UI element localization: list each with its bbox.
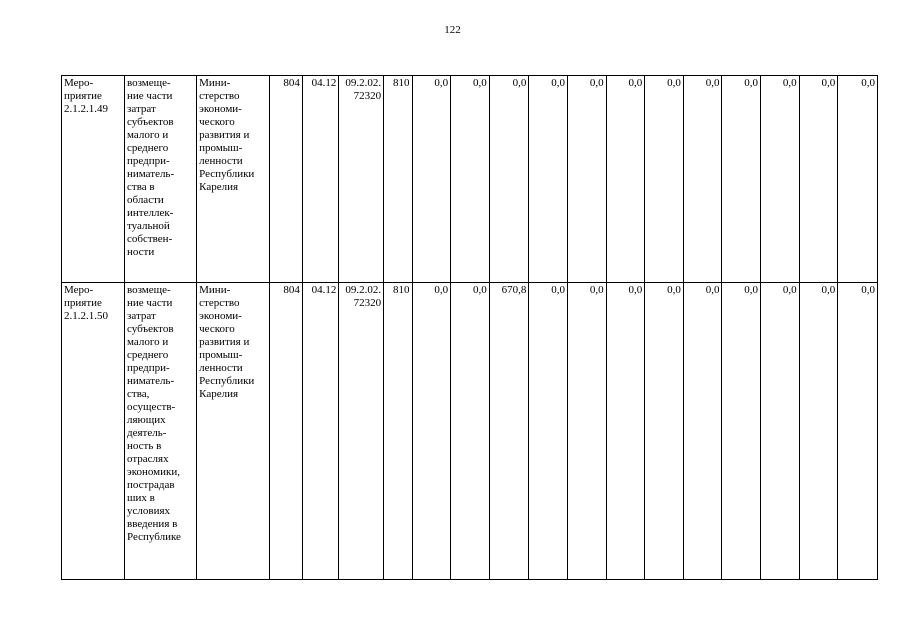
value-cell: 0,0 <box>722 76 761 283</box>
value-cell: 0,0 <box>412 283 451 580</box>
value-cell: 0,0 <box>683 283 722 580</box>
table-row <box>62 76 878 283</box>
measure-name: Меро- приятие 2.1.2.1.49 <box>62 76 125 283</box>
executor: Мини- стерство экономи- ческого развития и промыш- ленности Республики Карелия <box>197 76 270 283</box>
rzpr-code: 04.12 <box>302 283 339 580</box>
measure-name: Меро- приятие 2.1.2.1.50 <box>62 283 125 580</box>
value-cell: 0,0 <box>761 283 800 580</box>
value-cell: 0,0 <box>761 76 800 283</box>
value-cell: 0,0 <box>799 76 838 283</box>
value-cell: 0,0 <box>529 283 568 580</box>
budget-table <box>61 75 878 580</box>
grbs-code: 804 <box>270 76 303 283</box>
value-cell: 0,0 <box>799 283 838 580</box>
value-cell: 0,0 <box>451 76 490 283</box>
table-row <box>62 283 878 580</box>
value-cell: 0,0 <box>683 76 722 283</box>
measure-description: возмеще- ние части затрат субъектов малого и среднего предпри- ниматель- ства, осуществ- ляющих деятель- ность в отраслях экономики, пострадав ших в условиях введения в Республике <box>125 283 197 580</box>
grbs-code: 804 <box>270 283 303 580</box>
value-cell: 0,0 <box>722 283 761 580</box>
executor: Мини- стерство экономи- ческого развития и промыш- ленности Республики Карелия <box>197 283 270 580</box>
value-cell: 0,0 <box>645 283 684 580</box>
csr-code: 09.2.02. 72320 <box>339 76 384 283</box>
vr-code: 810 <box>384 76 412 283</box>
value-cell: 0,0 <box>412 76 451 283</box>
value-cell: 0,0 <box>645 76 684 283</box>
measure-description: возмеще- ние части затрат субъектов малого и среднего предпри- ниматель- ства в области интеллек- туальной собствен- ности <box>125 76 197 283</box>
value-cell: 670,8 <box>489 283 529 580</box>
value-cell: 0,0 <box>838 283 878 580</box>
page-number: 122 <box>444 24 461 36</box>
value-cell: 0,0 <box>606 283 645 580</box>
value-cell: 0,0 <box>489 76 529 283</box>
value-cell: 0,0 <box>451 283 490 580</box>
csr-code: 09.2.02. 72320 <box>339 283 384 580</box>
rzpr-code: 04.12 <box>302 76 339 283</box>
value-cell: 0,0 <box>606 76 645 283</box>
value-cell: 0,0 <box>568 76 607 283</box>
value-cell: 0,0 <box>838 76 878 283</box>
vr-code: 810 <box>384 283 412 580</box>
value-cell: 0,0 <box>529 76 568 283</box>
value-cell: 0,0 <box>568 283 607 580</box>
